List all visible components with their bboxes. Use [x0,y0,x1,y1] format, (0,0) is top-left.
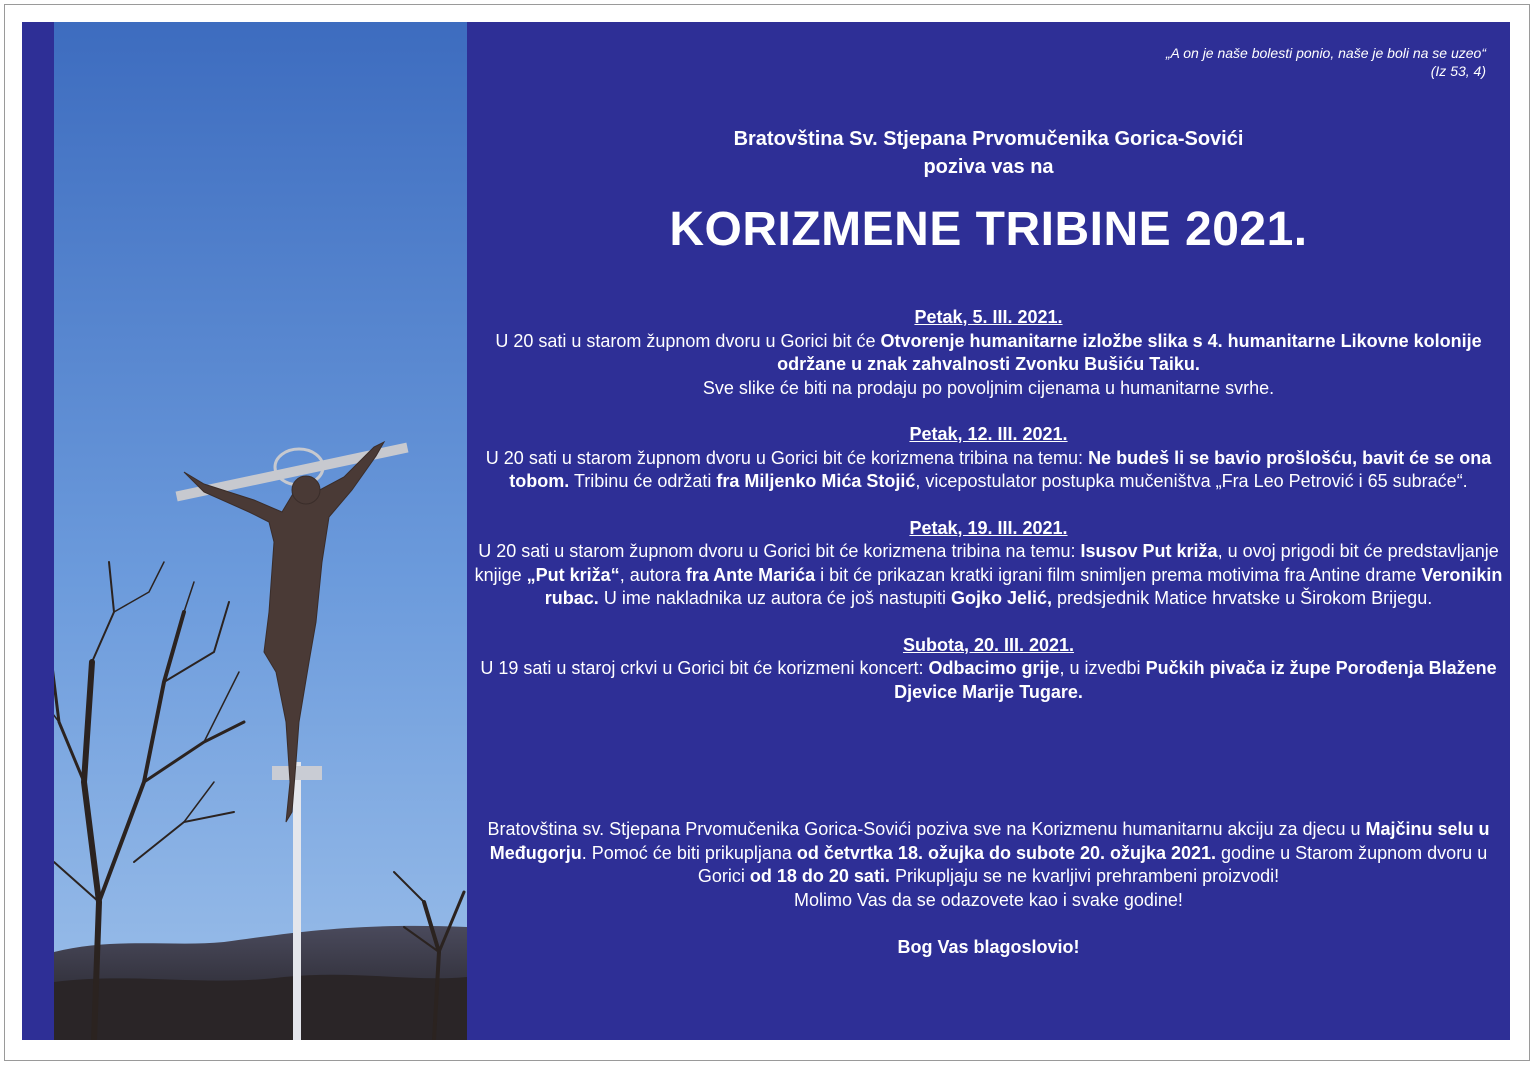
quote-reference: (Iz 53, 4) [1430,63,1486,79]
event-highlight: Veronikin rubac. [544,564,1503,608]
appeal-segment: Prikupljaju se ne kvarljivi prehrambeni proizvodi! [889,866,1280,886]
event-text: predsjednik Matice hrvatske u Širokom Brijegu. [1052,588,1433,608]
crucifix-photo [54,22,467,1040]
event-note: Sve slike će biti na prodaju po povoljnim cijenama u humanitarne svrhe. [702,377,1275,398]
page-title: KORIZMENE TRIBINE 2021. [669,203,1308,256]
event-item [467,423,1510,494]
poster [22,22,1510,1040]
event-date: Petak, 12. III. 2021. [909,424,1068,444]
event-date: Subota, 20. III. 2021. [902,634,1075,655]
event-highlight: Otvorenje humanitarne izložbe slika s 4. humanitarne Likovne kolonije održane u znak zahvalnosti Zvonku Bušiću Taiku. [777,330,1482,374]
appeal-text [467,818,1510,889]
event-date: Petak, 5. III. 2021. [914,307,1063,327]
event-text: , u izvedbi [1059,658,1146,678]
appeal-highlight: Majčinu selu u Međugorju [489,819,1490,863]
event-text: U 20 sati u starom župnom dvoru u Gorici bit će korizmena tribina na temu: [478,541,1081,561]
event-description [467,540,1510,611]
event-text: U 20 sati u starom župnom dvoru u Gorici bit će korizmena tribina na temu: [485,447,1089,468]
event-text: i bit će prikazan kratki igrani film snimljen prema motivima fra Antine drame [815,564,1422,585]
organizer-name: Bratovština Sv. Stjepana Prvomučenika Gorica-Sovići [733,128,1244,150]
event-item [467,517,1510,611]
event-highlight: fra Miljenko Mića Stojić [716,471,916,491]
bible-quote [1166,44,1486,80]
event-text: , autora [619,564,686,585]
event-highlight: Odbacimo grije [928,658,1060,678]
event-item [467,634,1510,705]
event-highlight: „Put križa“ [526,564,620,585]
appeal-request: Molimo Vas da se odazovete kao i svake godine! [794,889,1183,910]
quote-text: „A on je naše bolesti ponio, naše je boli na se uzeo“ [1165,45,1486,61]
event-text: , u ovoj prigodi bit će predstavljanje knjige [474,541,1499,585]
event-highlight: Isusov Put križa [1080,541,1218,561]
invite-line: poziva vas na [923,156,1054,178]
appeal-highlight: od četvrtka 18. ožujka do subote 20. ožujka 2021. [796,842,1217,863]
event-description [467,447,1510,494]
organizer-block [467,125,1510,181]
event-highlight: fra Ante Marića [685,564,816,585]
event-description [467,657,1510,704]
event-text: Tribinu će održati [569,471,717,491]
appeal-segment: Bratovština sv. Stjepana Prvomučenika Gorica-Sovići poziva sve na Korizmenu humanitarnu akciju za djecu u [487,819,1366,839]
event-list [467,306,1510,727]
event-text: U 19 sati u staroj crkvi u Gorici bit će korizmeni koncert: [480,658,929,678]
event-item [467,306,1510,400]
invitation-content [467,22,1510,1040]
event-text: , vicepostulator postupka mučeništva „Fra Leo Petrović i 65 subraće“. [915,471,1468,491]
appeal-highlight: od 18 do 20 sati. [749,866,890,886]
event-description [467,330,1510,377]
blessing-line: Bog Vas blagoslovio! [897,937,1080,957]
event-text: U ime nakladnika uz autora će još nastupiti [598,588,951,608]
humanitarian-appeal [467,818,1510,912]
crucifix-illustration [54,22,467,1040]
event-highlight: Gojko Jelić, [951,588,1053,608]
event-highlight: Ne budeš li se bavio prošlošću, bavit će se ona tobom. [509,447,1492,491]
event-date: Petak, 19. III. 2021. [909,517,1068,538]
event-text: U 20 sati u starom župnom dvoru u Gorici bit će [495,330,881,351]
appeal-segment: . Pomoć će biti prikupljana [581,842,797,863]
event-highlight: Pučkih pivača iz župe Porođenja Blažene Djevice Marije Tugare. [894,658,1497,702]
appeal-segment: godine u Starom župnom dvoru u Gorici [697,842,1488,886]
